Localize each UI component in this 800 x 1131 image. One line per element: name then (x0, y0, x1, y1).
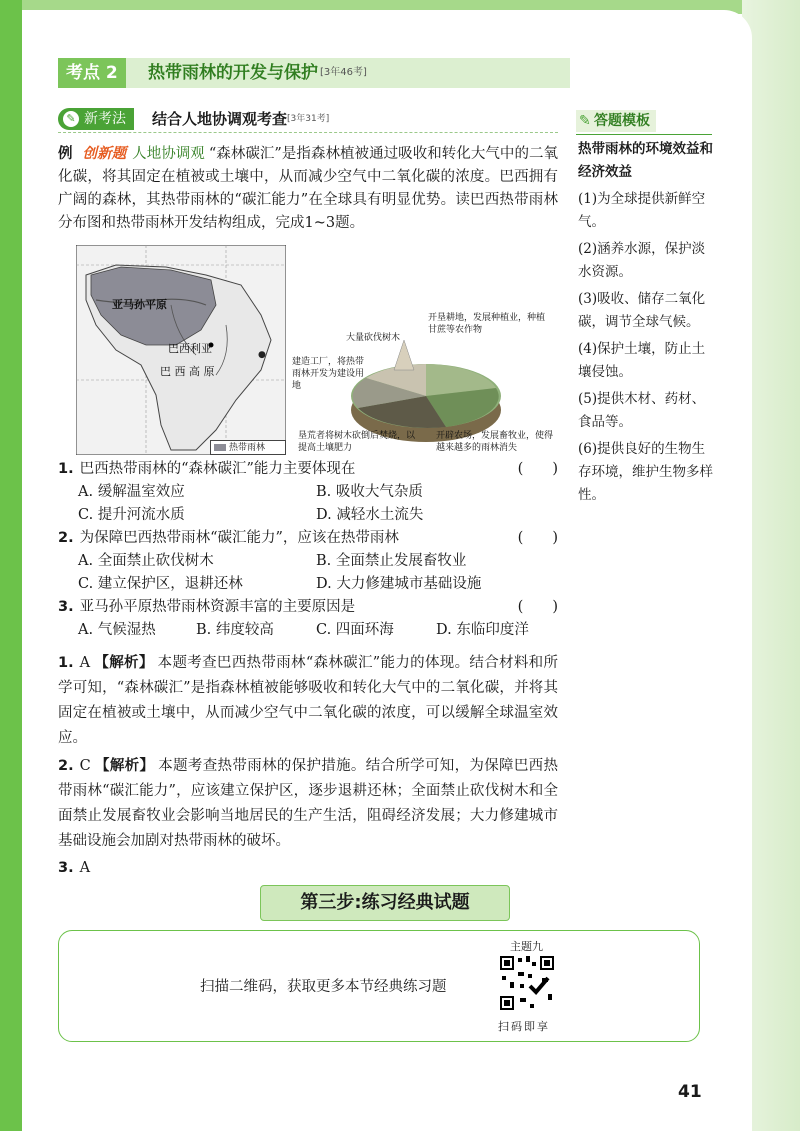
question-stem: 为保障巴西热带雨林“碳汇能力”，应该在热带雨林 (79, 530, 399, 546)
option-a[interactable]: A. 缓解温室效应 (78, 484, 185, 500)
pie-label-logging: 大量砍伐树木 (346, 333, 401, 343)
qr-instruction: 扫描二维码，获取更多本节经典练习题 (200, 979, 447, 995)
option-a[interactable]: A. 全面禁止砍伐树木 (78, 553, 214, 569)
template-item: (3)吸收、储存二氧化碳，调节全球气候。 (578, 291, 706, 330)
option-d[interactable]: D. 东临印度洋 (436, 622, 529, 638)
answer-2 (58, 753, 558, 854)
qr-topic: 主题九 (510, 940, 543, 953)
question-number: 3. (58, 599, 74, 615)
option-b[interactable]: B. 全面禁止发展畜牧业 (316, 553, 467, 569)
question-number: 2. (58, 530, 74, 546)
answer-1 (58, 650, 558, 751)
answer-blank[interactable]: ( ) (517, 599, 558, 615)
template-head: ✎ 答题模板 (576, 110, 656, 132)
divider (58, 132, 558, 133)
subsection-tag (58, 108, 134, 130)
topic-title-text: 热带雨林的开发与保护 (148, 63, 318, 83)
template-title: 热带雨林的环境效益和经济效益 (578, 141, 713, 180)
topic-title (148, 60, 367, 86)
template-item: (4)保护土壤，防止土壤侵蚀。 (578, 341, 706, 380)
option-d[interactable]: D. 大力修建城市基础设施 (316, 576, 482, 592)
answer-blank[interactable]: ( ) (517, 461, 558, 477)
template-item: (1)为全球提供新鲜空气。 (578, 191, 706, 230)
subsection-title (152, 108, 329, 130)
topic-count: [3年46考] (320, 67, 367, 78)
answer-text: 本题考查巴西热带雨林“森林碳汇”能力的体现。结合材料和所学可知，“森林碳汇”是指森林植被能够吸收和转化大气中的二氧化碳，并将其固定在植被或土壤中，从而减少空气中二氧化碳的浓度，可以缓解全球温室效应。 (58, 655, 558, 746)
lightbulb-icon: ✎ (63, 111, 79, 127)
template-body (578, 138, 714, 511)
analysis-tag: 【解析】 (94, 757, 155, 774)
answer-text: 本题考查热带雨林的保护措施。结合所学可知，为保障巴西热带雨林“碳汇能力”，应该建立保护区，逐步退耕还林；全面禁止砍伐树木和全面禁止发展畜牧业会影响当地居民的生产生活，阻碍经济发展；大力修建城市基础设施会加剧对热带雨林的破坏。 (58, 758, 558, 849)
example-prefix: 例 (58, 146, 73, 162)
map-legend (210, 440, 286, 455)
example-body: “森林碳汇”是指森林植被通过吸收和转化大气中的二氧化碳，将其固定在植被或土壤中，从而减少空气中二氧化碳的浓度。巴西拥有广阔的森林，其热带雨林的“碳汇能力”在全球具有明显优势。读巴西热带雨林分布图和热带雨林开发结构组成，完成1~3题。 (58, 146, 559, 231)
qr-code-icon[interactable] (498, 954, 556, 1012)
map-label-plateau: 巴 西 高 原 (160, 365, 215, 378)
question-stem: 巴西热带雨林的“森林碳汇”能力主要体现在 (79, 461, 356, 477)
pie-label-burning: 垦荒者将树木砍倒后焚烧，以提高土壤肥力 (298, 431, 416, 453)
qr-caption: 扫码即享 (498, 1020, 550, 1033)
pie-label-factories: 建造工厂，将热带雨林开发为建设用地 (292, 357, 365, 391)
option-c[interactable]: C. 四面环海 (316, 622, 394, 638)
template-divider (576, 134, 712, 135)
answer-3 (58, 856, 558, 881)
step-banner: 第三步:练习经典试题 (260, 885, 510, 921)
option-b[interactable]: B. 吸收大气杂质 (316, 484, 423, 500)
pie-label-ranching: 开辟农场，发展畜牧业，使得越来越多的雨林消失 (436, 431, 554, 453)
page-number: 41 (678, 1082, 702, 1102)
option-c[interactable]: C. 建立保护区，退耕还林 (78, 576, 243, 592)
answer-letter: C (79, 758, 91, 774)
option-d[interactable]: D. 减轻水土流失 (316, 507, 424, 523)
options-row (58, 481, 558, 504)
option-a[interactable]: A. 气候湿热 (78, 622, 156, 638)
question-2 (58, 527, 558, 550)
pie-label-farming: 开垦耕地，发展种植业，种植甘蔗等农作物 (428, 313, 546, 335)
map-label-brasilia: 巴西利亚 (168, 342, 212, 355)
options-row (58, 619, 558, 642)
question-number: 1. (58, 461, 74, 477)
analysis-tag: 【解析】 (94, 654, 154, 671)
options-row (58, 504, 558, 527)
ocean-marker: ● (258, 350, 266, 360)
answer-explanations (58, 650, 558, 883)
question-1 (58, 458, 558, 481)
options-row (58, 550, 558, 573)
option-c[interactable]: C. 提升河流水质 (78, 507, 185, 523)
example-category: 人地协调观 (132, 146, 205, 162)
topic-tag: 考点 2 (58, 58, 126, 88)
question-stem: 亚马孙平原热带雨林资源丰富的主要原因是 (79, 599, 356, 615)
question-list (58, 458, 558, 642)
subsection-count: [3年31考] (287, 114, 330, 124)
template-item: (5)提供木材、药材、食品等。 (578, 391, 706, 430)
answer-letter: A (79, 860, 91, 876)
option-b[interactable]: B. 纬度较高 (196, 622, 274, 638)
answer-blank[interactable]: ( ) (517, 530, 558, 546)
example-text (58, 142, 558, 235)
subsection-title-text: 结合人地协调观考查 (152, 110, 288, 128)
template-item: (2)涵养水源，保护淡水资源。 (578, 241, 706, 280)
answer-number: 3. (58, 860, 74, 876)
answer-letter: A (79, 655, 91, 671)
template-item: (6)提供良好的生物生存环境，维护生物多样性。 (578, 441, 713, 503)
page-edge-left (0, 0, 22, 1131)
answer-number: 1. (58, 655, 74, 671)
legend-label: 热带雨林 (229, 443, 266, 453)
innovation-badge: 创新题 (82, 145, 127, 162)
map-label-amazon: 亚马孙平原 (112, 298, 167, 311)
legend-swatch (214, 444, 226, 451)
subsection-tag-text: 新考法 (84, 111, 126, 127)
answer-number: 2. (58, 758, 74, 774)
question-3 (58, 596, 558, 619)
options-row (58, 573, 558, 596)
